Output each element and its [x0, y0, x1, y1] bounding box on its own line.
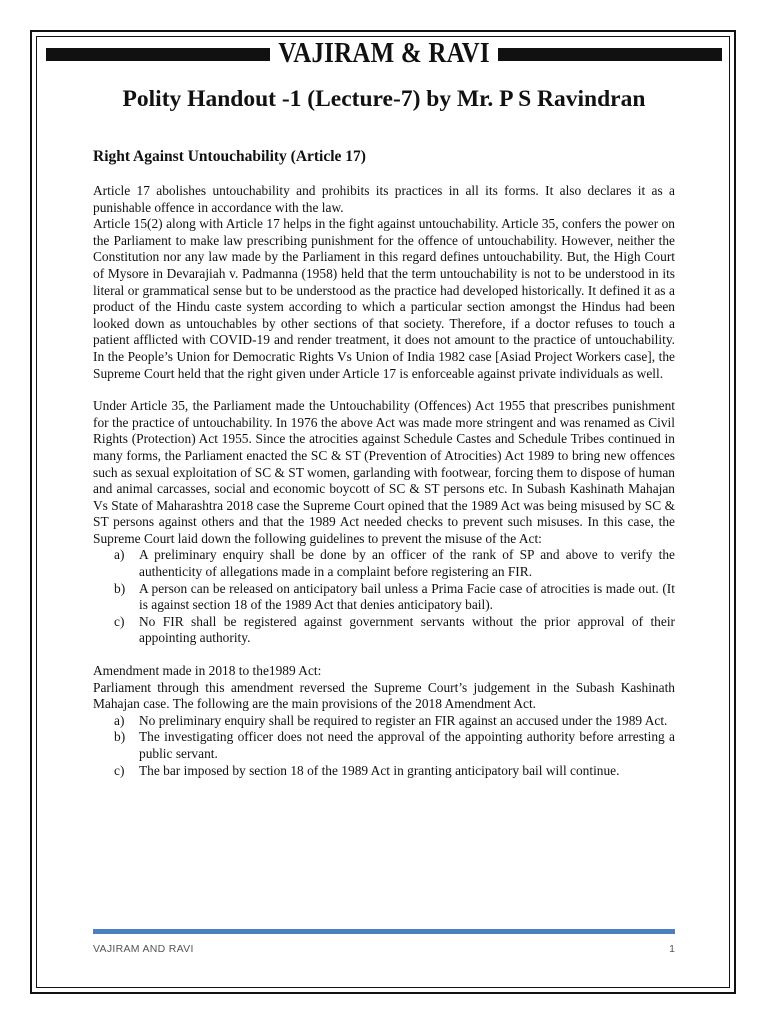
list-marker: a) — [114, 712, 125, 728]
list-item — [93, 614, 675, 647]
paragraph-article-17: Article 17 abolishes untouchability and prohibits its practices in all its forms. It also declares it as a punishable offence in accordance with the law. — [93, 183, 675, 215]
section-heading: Right Against Untouchability (Article 17) — [93, 148, 366, 165]
list-item — [93, 763, 675, 780]
list-item — [93, 729, 675, 762]
amendment-list — [93, 713, 675, 779]
list-marker: a) — [114, 547, 125, 563]
list-item — [93, 581, 675, 614]
brand-header-bar — [46, 37, 722, 69]
list-item-text: The investigating officer does not need the approval of the appointing authority before arresting a public servant. — [139, 729, 675, 761]
guidelines-list — [93, 547, 675, 647]
list-marker: c) — [114, 613, 125, 629]
paragraph-article-35: Under Article 35, the Parliament made the Untouchability (Offences) Act 1955 that prescribes punishment for the practice of untouchability. In 1976 the above Act was made more stringent and was renamed as Civil Rights (Protection) Act 1955. Since the atrocities against Schedule Castes and Schedule Tribes continued in many forms, the Parliament enacted the SC & ST (Prevention of Atrocities) Act 1989 to bring new offences such as sexual exploitation of SC & ST women, garlanding with footwear, forcing them to dispose of human and animal carcasses, social and economic boycott of SC & ST persons etc. In Subash Kashinath Mahajan Vs State of Maharashtra 2018 case the Supreme Court opined that the 1989 Act was being misused by SC & ST persons against others and that the 1989 Act needed checks to prevent such misuses. In this case, the Supreme Court laid down the following guidelines to prevent the misuse of the Act: — [93, 398, 675, 546]
paragraph-article-15-2: Article 15(2) along with Article 17 helps in the fight against untouchability. Article 35, confers the power on the Parliament to make law prescribing punishment for the offence of untouchability. However, neither the Constitution nor any law made by the Parliament in this regard defines untouchability. But, the High Court of Mysore in Devarajiah v. Padmanna (1958) held that the term untouchability is not to be understood in its literal or grammatical sense but to be understood as the practice had developed historically. It defined it as a product of the Hindu caste system according to which a particular section amongst the Hindus had been looked down as untouchables by other sections of that society. Therefore, if a doctor refuses to touch a patient afflicted with COVID-19 and render treatment, it does not amount to the practice of untouchability. In the People’s Union for Democratic Rights Vs Union of India 1982 case [Asiad Project Workers case], the Supreme Court held that the right given under Article 17 is enforceable against private individuals as well. — [93, 216, 675, 381]
footer-rule — [93, 929, 675, 934]
list-item — [93, 713, 675, 730]
list-item — [93, 547, 675, 580]
document-title: Polity Handout -1 (Lecture-7) by Mr. P S Ravindran — [122, 86, 646, 112]
amendment-heading: Amendment made in 2018 to the1989 Act: — [93, 663, 322, 679]
list-item-text: A person can be released on anticipatory bail unless a Prima Facie case of atrocities is made out. (It is against section 18 of the 1989 Act that denies anticipatory bail). — [139, 580, 675, 613]
list-item-text: A preliminary enquiry shall be done by an officer of the rank of SP and above to verify the authenticity of allegations made in a complaint before registering an FIR. — [139, 547, 675, 580]
footer-brand: VAJIRAM AND RAVI — [93, 943, 194, 955]
amendment-intro: Parliament through this amendment reversed the Supreme Court’s judgement in the Subash Kashinath Mahajan case. The following are the main provisions of the 2018 Amendment Act. — [93, 679, 675, 712]
page-number: 1 — [669, 943, 675, 955]
list-item-text: No FIR shall be registered against government servants without the prior approval of their appointing authority. — [139, 613, 675, 646]
list-marker: b) — [114, 580, 126, 596]
brand-rule-left — [46, 48, 270, 61]
document-body — [93, 148, 675, 779]
list-marker: b) — [114, 729, 126, 745]
list-marker: c) — [114, 762, 125, 778]
brand-rule-right — [498, 48, 722, 61]
list-item-text: The bar imposed by section 18 of the 1989 Act in granting anticipatory bail will continue. — [139, 762, 620, 778]
list-item-text: No preliminary enquiry shall be required to register an FIR against an accused under the 1989 Act. — [139, 712, 668, 728]
brand-logo-text: VAJIRAM & RAVI — [278, 37, 490, 69]
